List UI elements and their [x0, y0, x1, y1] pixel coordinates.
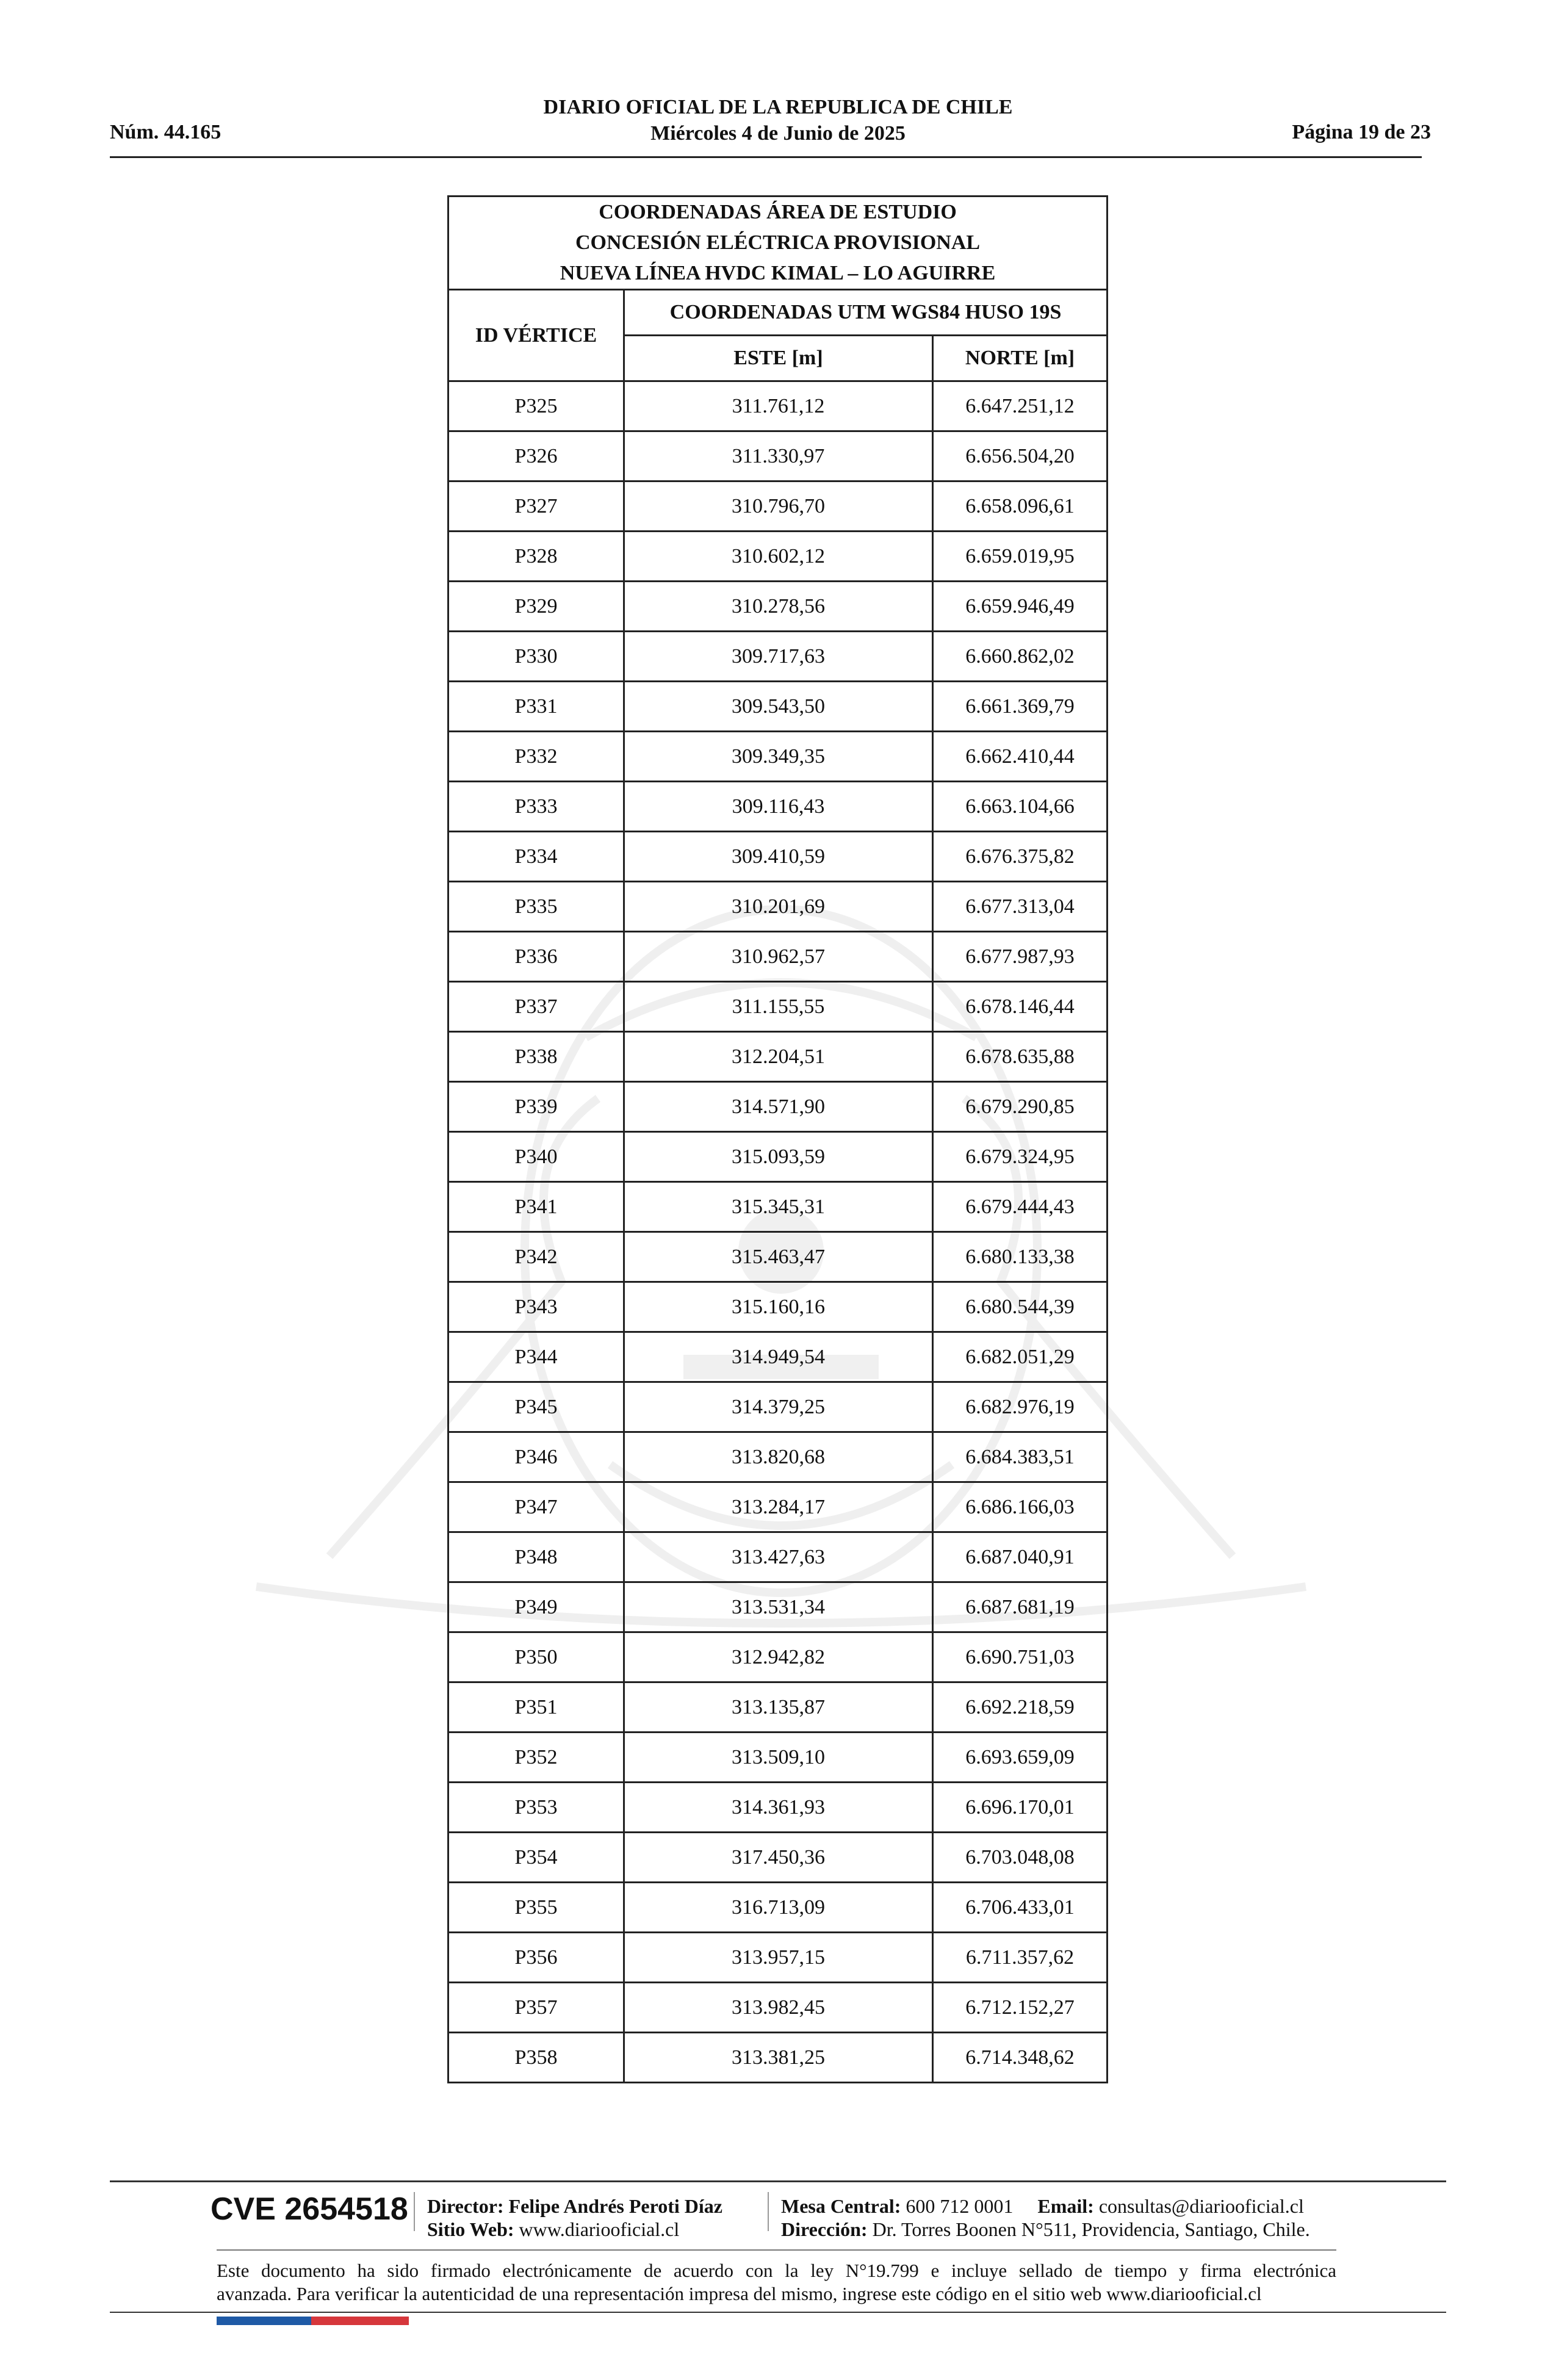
vertex-id-cell: P350: [448, 1632, 624, 1682]
table-title-line: NUEVA LÍNEA HVDC KIMAL – LO AGUIRRE: [560, 262, 996, 284]
table-row: [448, 1032, 1108, 1082]
table-row: [448, 532, 1108, 582]
norte-cell: 6.679.444,43: [933, 1182, 1108, 1232]
este-cell: 311.155,55: [624, 982, 933, 1032]
norte-cell: 6.687.040,91: [933, 1532, 1108, 1582]
table-row: [448, 1983, 1108, 2033]
flag-stripe-red: [311, 2317, 409, 2325]
cve-code: CVE 2654518: [211, 2191, 408, 2227]
table-row: [448, 1682, 1108, 1733]
mesa-value: 600 712 0001: [906, 2195, 1014, 2217]
footer-separator: [414, 2192, 415, 2231]
este-cell: 310.796,70: [624, 481, 933, 532]
vertex-id-cell: P332: [448, 732, 624, 782]
table-row: [448, 832, 1108, 882]
vertex-id-cell: P333: [448, 782, 624, 832]
norte-cell: 6.659.019,95: [933, 532, 1108, 582]
mesa-label: Mesa Central:: [781, 2195, 901, 2217]
legal-line: Este documento ha sido firmado electrónicamente de acuerdo con la ley N°19.799 e incluye sellado de tiempo y firma electrónica: [217, 2260, 1336, 2281]
este-cell: 309.717,63: [624, 632, 933, 682]
table-title: [448, 197, 1108, 290]
table-row: [448, 882, 1108, 932]
vertex-id-cell: P345: [448, 1382, 624, 1432]
norte-cell: 6.680.133,38: [933, 1232, 1108, 1282]
norte-cell: 6.679.290,85: [933, 1082, 1108, 1132]
vertex-id-cell: P338: [448, 1032, 624, 1082]
norte-cell: 6.692.218,59: [933, 1682, 1108, 1733]
norte-cell: 6.647.251,12: [933, 381, 1108, 431]
este-cell: 309.410,59: [624, 832, 933, 882]
este-cell: 312.204,51: [624, 1032, 933, 1082]
vertex-id-cell: P342: [448, 1232, 624, 1282]
email-label: Email:: [1037, 2195, 1094, 2217]
vertex-id-cell: P347: [448, 1482, 624, 1532]
este-cell: 316.713,09: [624, 1883, 933, 1933]
este-cell: 313.957,15: [624, 1933, 933, 1983]
vertex-id-cell: P329: [448, 582, 624, 632]
table-row: [448, 1082, 1108, 1132]
norte-cell: 6.714.348,62: [933, 2033, 1108, 2083]
norte-cell: 6.658.096,61: [933, 481, 1108, 532]
table-row: [448, 1482, 1108, 1532]
vertex-id-cell: P339: [448, 1082, 624, 1132]
este-cell: 314.379,25: [624, 1382, 933, 1432]
vertex-id-cell: P330: [448, 632, 624, 682]
este-cell: 311.761,12: [624, 381, 933, 431]
este-cell: 313.509,10: [624, 1733, 933, 1783]
table-row: [448, 932, 1108, 982]
page-indicator: Página 19 de 23: [1292, 121, 1431, 143]
email-link[interactable]: consultas@diariooficial.cl: [1098, 2195, 1304, 2217]
table-row: [448, 1532, 1108, 1582]
web-label: Sitio Web:: [427, 2218, 514, 2240]
norte-cell: 6.711.357,62: [933, 1933, 1108, 1983]
table-row: [448, 582, 1108, 632]
table-title-line: CONCESIÓN ELÉCTRICA PROVISIONAL: [575, 231, 981, 254]
este-cell: 317.450,36: [624, 1833, 933, 1883]
footer-separator: [768, 2192, 769, 2231]
norte-cell: 6.684.383,51: [933, 1432, 1108, 1482]
norte-cell: 6.678.146,44: [933, 982, 1108, 1032]
este-cell: 313.982,45: [624, 1983, 933, 2033]
legal-line: avanzada. Para verificar la autenticidad de una representación impresa del mismo, ingrese este código en el sitio web www.diariooficial.cl: [217, 2283, 1262, 2304]
vertex-id-cell: P349: [448, 1582, 624, 1632]
vertex-id-cell: P328: [448, 532, 624, 582]
este-cell: 313.135,87: [624, 1682, 933, 1733]
vertex-id-cell: P343: [448, 1282, 624, 1332]
utm-header: COORDENADAS UTM WGS84 HUSO 19S: [624, 290, 1108, 336]
vertex-id-cell: P354: [448, 1833, 624, 1883]
vertex-id-cell: P348: [448, 1532, 624, 1582]
vertex-id-cell: P337: [448, 982, 624, 1032]
este-header: ESTE [m]: [624, 336, 933, 381]
table-row: [448, 1582, 1108, 1632]
este-cell: 310.962,57: [624, 932, 933, 982]
table-row: [448, 1933, 1108, 1983]
norte-cell: 6.686.166,03: [933, 1482, 1108, 1532]
este-cell: 313.284,17: [624, 1482, 933, 1532]
este-cell: 309.116,43: [624, 782, 933, 832]
este-cell: 312.942,82: [624, 1632, 933, 1682]
este-cell: 310.278,56: [624, 582, 933, 632]
vertex-id-cell: P335: [448, 882, 624, 932]
footer-rule-top: [110, 2180, 1446, 2182]
table-row: [448, 1632, 1108, 1682]
header-rule: [110, 156, 1422, 158]
table-row: [448, 1783, 1108, 1833]
gazette-title: DIARIO OFICIAL DE LA REPUBLICA DE CHILE: [543, 96, 1013, 118]
vertex-id-cell: P351: [448, 1682, 624, 1733]
norte-cell: 6.693.659,09: [933, 1733, 1108, 1783]
vertex-id-cell: P340: [448, 1132, 624, 1182]
table-row: [448, 381, 1108, 431]
table-body: [448, 381, 1108, 2083]
norte-cell: 6.679.324,95: [933, 1132, 1108, 1182]
coordinates-table: [447, 195, 1108, 2083]
table-row: [448, 1132, 1108, 1182]
vertex-id-cell: P331: [448, 682, 624, 732]
table-row: [448, 481, 1108, 532]
page-number-label: Núm. 44.165: [110, 121, 222, 143]
norte-cell: 6.659.946,49: [933, 582, 1108, 632]
este-cell: 314.949,54: [624, 1332, 933, 1382]
web-link[interactable]: www.diariooficial.cl: [519, 2218, 680, 2240]
norte-cell: 6.662.410,44: [933, 732, 1108, 782]
table-row: [448, 2033, 1108, 2083]
table-row: [448, 1382, 1108, 1432]
este-cell: 313.381,25: [624, 2033, 933, 2083]
director-label: Director:: [427, 2195, 504, 2217]
este-cell: 310.201,69: [624, 882, 933, 932]
este-cell: 315.093,59: [624, 1132, 933, 1182]
contact-block: [781, 2194, 1310, 2241]
director-block: [427, 2194, 722, 2241]
vertex-id-cell: P356: [448, 1933, 624, 1983]
este-cell: 309.543,50: [624, 682, 933, 732]
norte-cell: 6.706.433,01: [933, 1883, 1108, 1933]
vertex-id-cell: P341: [448, 1182, 624, 1232]
norte-cell: 6.680.544,39: [933, 1282, 1108, 1332]
norte-cell: 6.678.635,88: [933, 1032, 1108, 1082]
vertex-id-cell: P346: [448, 1432, 624, 1482]
este-cell: 314.361,93: [624, 1783, 933, 1833]
este-cell: 313.820,68: [624, 1432, 933, 1482]
norte-cell: 6.677.987,93: [933, 932, 1108, 982]
norte-cell: 6.676.375,82: [933, 832, 1108, 882]
issue-date: Miércoles 4 de Junio de 2025: [650, 122, 906, 145]
este-cell: 315.160,16: [624, 1282, 933, 1332]
footer-rule-thin: [217, 2249, 1336, 2251]
norte-cell: 6.661.369,79: [933, 682, 1108, 732]
table-row: [448, 1282, 1108, 1332]
norte-cell: 6.690.751,03: [933, 1632, 1108, 1682]
vertex-id-cell: P326: [448, 431, 624, 481]
este-cell: 315.463,47: [624, 1232, 933, 1282]
norte-header: NORTE [m]: [933, 336, 1108, 381]
este-cell: 314.571,90: [624, 1082, 933, 1132]
norte-cell: 6.682.051,29: [933, 1332, 1108, 1382]
table-row: [448, 1833, 1108, 1883]
vertex-id-cell: P353: [448, 1783, 624, 1833]
este-cell: 309.349,35: [624, 732, 933, 782]
norte-cell: 6.682.976,19: [933, 1382, 1108, 1432]
table-row: [448, 782, 1108, 832]
este-cell: 313.427,63: [624, 1532, 933, 1582]
flag-stripe-blue: [217, 2317, 311, 2325]
vertex-id-cell: P327: [448, 481, 624, 532]
norte-cell: 6.712.152,27: [933, 1983, 1108, 2033]
table-row: [448, 1232, 1108, 1282]
vertex-id-cell: P352: [448, 1733, 624, 1783]
este-cell: 310.602,12: [624, 532, 933, 582]
vertex-id-cell: P358: [448, 2033, 624, 2083]
table-row: [448, 1332, 1108, 1382]
table-row: [448, 732, 1108, 782]
footer-rule-bottom: [110, 2312, 1446, 2313]
norte-cell: 6.677.313,04: [933, 882, 1108, 932]
vertex-id-cell: P325: [448, 381, 624, 431]
norte-cell: 6.687.681,19: [933, 1582, 1108, 1632]
direccion-label: Dirección:: [781, 2218, 868, 2240]
legal-notice: [217, 2259, 1336, 2306]
direccion-value: Dr. Torres Boonen N°511, Providencia, Santiago, Chile.: [872, 2218, 1310, 2240]
director-name: Felipe Andrés Peroti Díaz: [508, 2195, 722, 2217]
este-cell: 311.330,97: [624, 431, 933, 481]
norte-cell: 6.660.862,02: [933, 632, 1108, 682]
norte-cell: 6.656.504,20: [933, 431, 1108, 481]
vertex-id-cell: P344: [448, 1332, 624, 1382]
vertex-id-cell: P334: [448, 832, 624, 882]
este-cell: 313.531,34: [624, 1582, 933, 1632]
table-row: [448, 682, 1108, 732]
norte-cell: 6.703.048,08: [933, 1833, 1108, 1883]
table-row: [448, 1182, 1108, 1232]
table-row: [448, 982, 1108, 1032]
vertex-id-cell: P357: [448, 1983, 624, 2033]
table-row: [448, 632, 1108, 682]
norte-cell: 6.696.170,01: [933, 1783, 1108, 1833]
vertex-id-cell: P336: [448, 932, 624, 982]
table-row: [448, 1432, 1108, 1482]
table-title-line: COORDENADAS ÁREA DE ESTUDIO: [599, 201, 957, 223]
este-cell: 315.345,31: [624, 1182, 933, 1232]
id-vertice-header: ID VÉRTICE: [448, 290, 624, 381]
table-row: [448, 1883, 1108, 1933]
table-row: [448, 1733, 1108, 1783]
table-row: [448, 431, 1108, 481]
vertex-id-cell: P355: [448, 1883, 624, 1933]
norte-cell: 6.663.104,66: [933, 782, 1108, 832]
